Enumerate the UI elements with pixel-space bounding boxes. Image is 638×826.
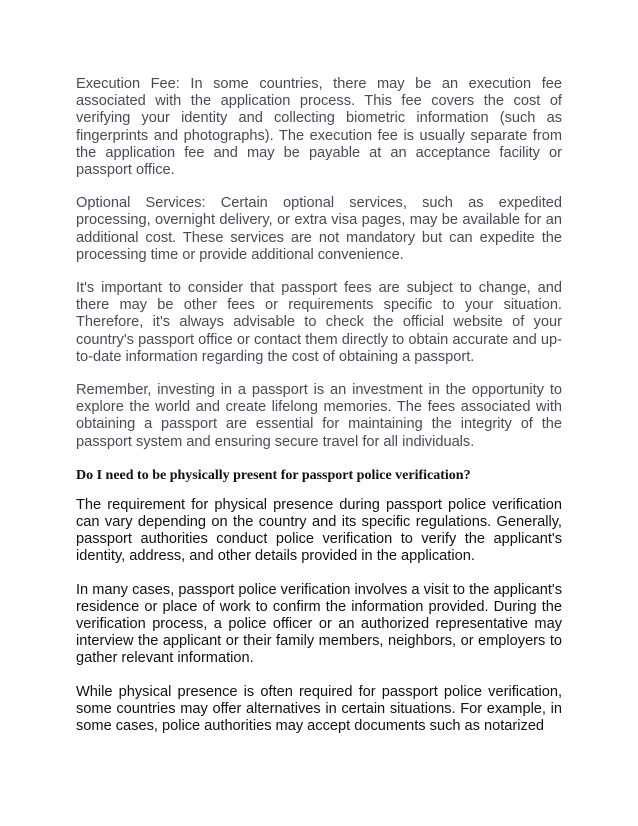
alternatives-paragraph: While physical presence is often required for passport police verification, some countries may offer alternatives in certain situations. For example, in some cases, police authorities may accept documents such as notarized	[76, 683, 562, 735]
physical-presence-paragraph: The requirement for physical presence during passport police verification can vary depending on the country and its specific regulations. Generally, passport authorities conduct police verification to verify the applicant's identity, address, and other details provided in the application.	[76, 496, 562, 565]
optional-services-paragraph: Optional Services: Certain optional services, such as expedited processing, overnight delivery, or extra visa pages, may be available for an additional cost. These services are not mandatory but can expedite the processing time or provide additional convenience.	[76, 195, 562, 263]
section-heading: Do I need to be physically present for passport police verification?	[76, 467, 471, 483]
execution-fee-paragraph: Execution Fee: In some countries, there may be an execution fee associated with the application process. This fee covers the cost of verifying your identity and collecting biometric information (such as fingerprints and photographs). The execution fee is usually separate from the application fee and may be payable at an acceptance facility or passport office.	[76, 76, 562, 179]
verification-visit-paragraph: In many cases, passport police verification involves a visit to the applicant's residence or place of work to confirm the information provided. During the verification process, a police officer or an authorized representative may interview the applicant or their family members, neighbors, or employers to gather relevant information.	[76, 581, 562, 667]
investment-paragraph: Remember, investing in a passport is an investment in the opportunity to explore the world and create lifelong memories. The fees associated with obtaining a passport are essential for maintaining the integrity of the passport system and ensuring secure travel for all individuals.	[76, 382, 562, 450]
document-page	[76, 76, 562, 751]
fees-change-paragraph: It's important to consider that passport fees are subject to change, and there may be other fees or requirements specific to your situation. Therefore, it's always advisable to check the official website of your country's passport office or contact them directly to obtain accurate and up-to-date information regarding the cost of obtaining a passport.	[76, 280, 562, 365]
